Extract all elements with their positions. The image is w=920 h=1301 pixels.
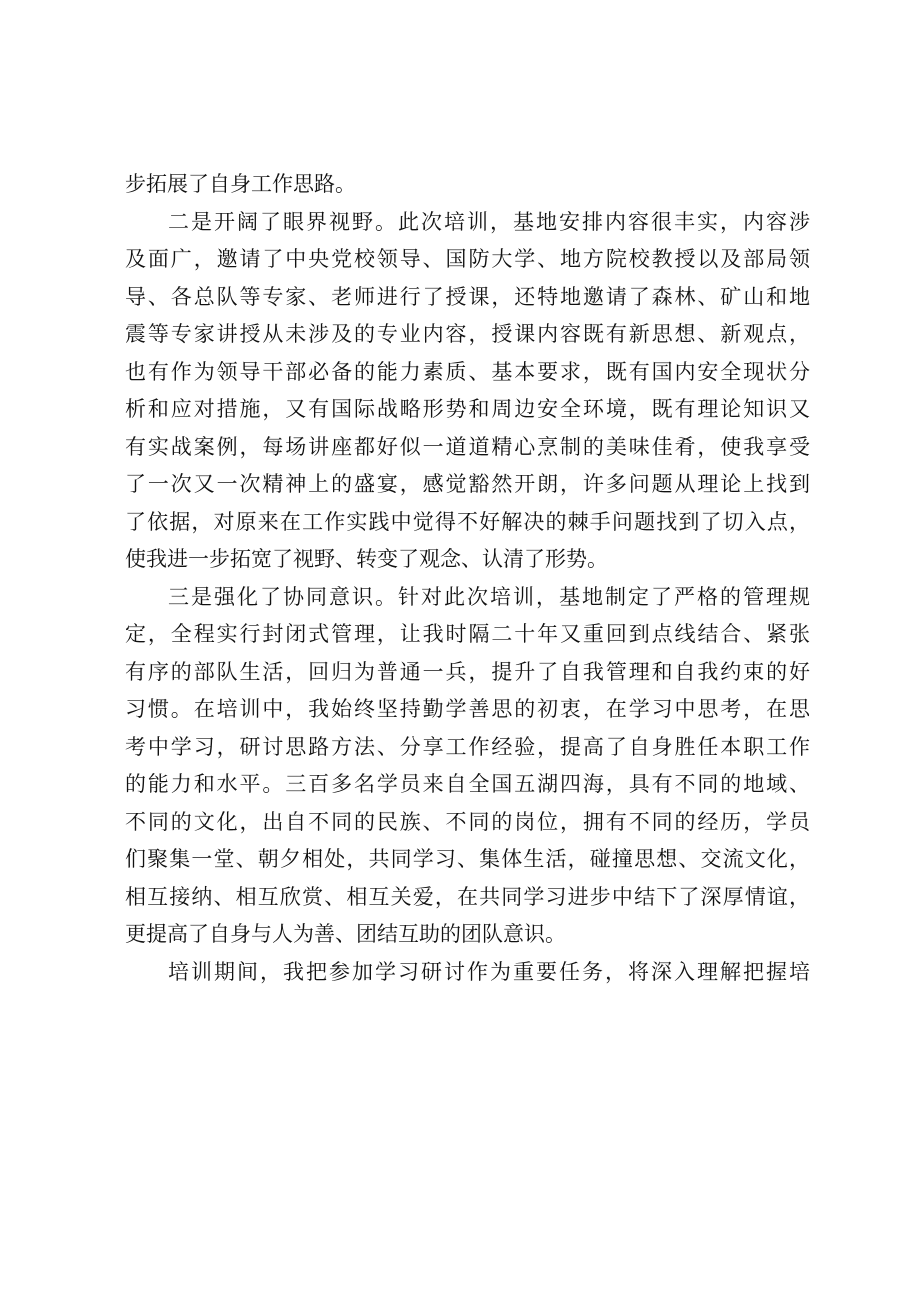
text-line-16: 考中学习，研讨思路方法、分享工作经验，提高了自身胜任本职工作: [125, 734, 810, 759]
text-line-14: 有序的部队生活，回归为普通一兵，提升了自我管理和自我约束的好: [125, 659, 810, 684]
text-line-5: 震等专家讲授从未涉及的专业内容，授课内容既有新思想、新观点，: [125, 322, 810, 346]
text-line-21: 更提高了自身与人为善、团结互助的团队意识。: [125, 922, 566, 946]
text-line-13: 定，全程实行封闭式管理，让我时隔二十年又重回到点线结合、紧张: [125, 622, 810, 646]
text-line-1: 步拓展了自身工作思路。: [125, 172, 356, 196]
text-line-18: 不同的文化，出自不同的民族、不同的岗位，拥有不同的经历，学员: [125, 809, 810, 834]
text-line-8: 有实战案例，每场讲座都好似一道道精心烹制的美味佳肴，使我享受: [125, 434, 810, 459]
document-body: [125, 166, 810, 991]
text-line-9: 了一次又一次精神上的盛宴，感觉豁然开朗，许多问题从理论上找到: [125, 472, 810, 496]
text-line-11: 使我进一步拓宽了视野、转变了观念、认清了形势。: [125, 547, 608, 571]
text-line-15: 习惯。在培训中，我始终坚持勤学善思的初衷，在学习中思考，在思: [125, 697, 810, 721]
text-line-22-paragraph-start: 培训期间，我把参加学习研讨作为重要任务，将深入理解把握培: [168, 959, 810, 984]
text-line-2-paragraph-start: 二是开阔了眼界视野。此次培训，基地安排内容很丰实，内容涉: [168, 209, 810, 234]
text-line-20: 相互接纳、相互欣赏、相互关爱，在共同学习进步中结下了深厚情谊，: [125, 884, 810, 909]
text-line-10: 了依据，对原来在工作实践中觉得不好解决的棘手问题找到了切入点，: [125, 509, 810, 534]
text-line-4: 导、各总队等专家、老师进行了授课，还特地邀请了森林、矿山和地: [125, 284, 810, 309]
text-line-17: 的能力和水平。三百多名学员来自全国五湖四海，具有不同的地域、: [125, 772, 810, 796]
text-line-6: 也有作为领导干部必备的能力素质、基本要求，既有国内安全现状分: [125, 359, 810, 384]
text-line-12-paragraph-start: 三是强化了协同意识。针对此次培训，基地制定了严格的管理规: [168, 584, 810, 609]
text-line-3: 及面广，邀请了中央党校领导、国防大学、地方院校教授以及部局领: [125, 247, 810, 271]
text-line-19: 们聚集一堂、朝夕相处，共同学习、集体生活，碰撞思想、交流文化，: [125, 847, 810, 871]
text-line-7: 析和应对措施，又有国际战略形势和周边安全环境，既有理论知识又: [125, 397, 810, 421]
